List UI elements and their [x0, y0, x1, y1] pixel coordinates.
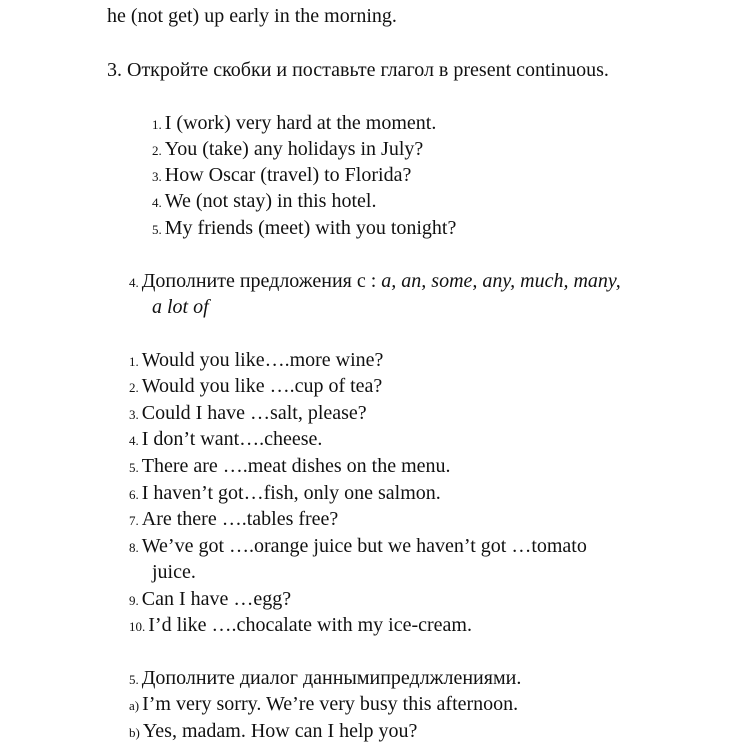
- section4-item-5: [129, 453, 451, 481]
- section4-item-1: [129, 347, 383, 375]
- item-text: I (work) very hard at the moment.: [164, 112, 437, 134]
- item-number: 3.: [129, 407, 139, 422]
- section4-item-8: [129, 533, 587, 561]
- item-text: Would you like ….cup of tea?: [141, 375, 383, 397]
- section3-heading: 3. Откройте скобки и поставьте глагол в present continuous.: [107, 59, 609, 81]
- item-number: 9.: [129, 593, 139, 608]
- item-number: 6.: [129, 487, 139, 502]
- section4-item-7: [129, 506, 338, 534]
- item-number: 5.: [129, 460, 139, 475]
- section4-item-2: [129, 373, 382, 401]
- item-number: 2.: [129, 380, 139, 395]
- section5-item-b: [129, 718, 417, 746]
- section-number: 5.: [129, 672, 139, 687]
- section3-item-3: [152, 162, 411, 190]
- section3-item-5: [152, 215, 456, 243]
- item-text: How Oscar (travel) to Florida?: [164, 164, 412, 186]
- item-number: 7.: [129, 513, 139, 528]
- section4-item-3: [129, 400, 367, 428]
- item-text: I haven’t got…fish, only one salmon.: [141, 482, 441, 504]
- section5-item-a: [129, 691, 518, 719]
- heading-italic: a, an, some, any, much, many,: [381, 270, 621, 292]
- section3-item-1: [152, 110, 436, 138]
- section-number: 4.: [129, 275, 139, 290]
- item-letter: a): [129, 698, 140, 713]
- section4-item-6: [129, 480, 441, 508]
- section5-heading: [129, 665, 521, 693]
- item-number: 10.: [129, 619, 146, 634]
- section3-item-4: [152, 188, 376, 216]
- item-text: I’d like ….chocalate with my ice-cream.: [148, 614, 472, 636]
- item-letter: b): [129, 725, 140, 740]
- intro-cut-line: he (not get) up early in the morning.: [107, 5, 397, 27]
- item-text: We (not stay) in this hotel.: [164, 190, 377, 212]
- item-text: Can I have …egg?: [141, 588, 292, 610]
- heading-plain: Дополните предложения с :: [141, 270, 382, 292]
- item-text: Are there ….tables free?: [141, 508, 339, 530]
- item-text: We’ve got ….orange juice but we haven’t got …tomato: [141, 535, 587, 557]
- section3-item-2: [152, 136, 423, 164]
- heading-text: Дополните диалог даннымипредлжлениями.: [141, 667, 522, 689]
- item-text: I’m very sorry. We’re very busy this afternoon.: [142, 693, 519, 715]
- section4-item-9: [129, 586, 291, 614]
- item-number: 1.: [152, 117, 162, 132]
- item-number: 4.: [129, 433, 139, 448]
- section4-heading: [129, 268, 621, 296]
- section4-item-4: [129, 426, 322, 454]
- item-text: Yes, madam. How can I help you?: [142, 720, 418, 742]
- item-text: There are ….meat dishes on the menu.: [141, 455, 451, 477]
- section4-item-8-cont: juice.: [152, 561, 196, 583]
- item-text: Would you like….more wine?: [141, 349, 384, 371]
- section4-item-10: [129, 612, 472, 640]
- item-text: You (take) any holidays in July?: [164, 138, 424, 160]
- item-number: 2.: [152, 143, 162, 158]
- item-number: 4.: [152, 195, 162, 210]
- item-text: My friends (meet) with you tonight?: [164, 217, 457, 239]
- item-number: 1.: [129, 354, 139, 369]
- item-text: Could I have …salt, please?: [141, 402, 367, 424]
- item-text: I don’t want….cheese.: [141, 428, 323, 450]
- item-number: 8.: [129, 540, 139, 555]
- section4-heading-cont: a lot of: [152, 296, 209, 318]
- item-number: 5.: [152, 222, 162, 237]
- item-number: 3.: [152, 169, 162, 184]
